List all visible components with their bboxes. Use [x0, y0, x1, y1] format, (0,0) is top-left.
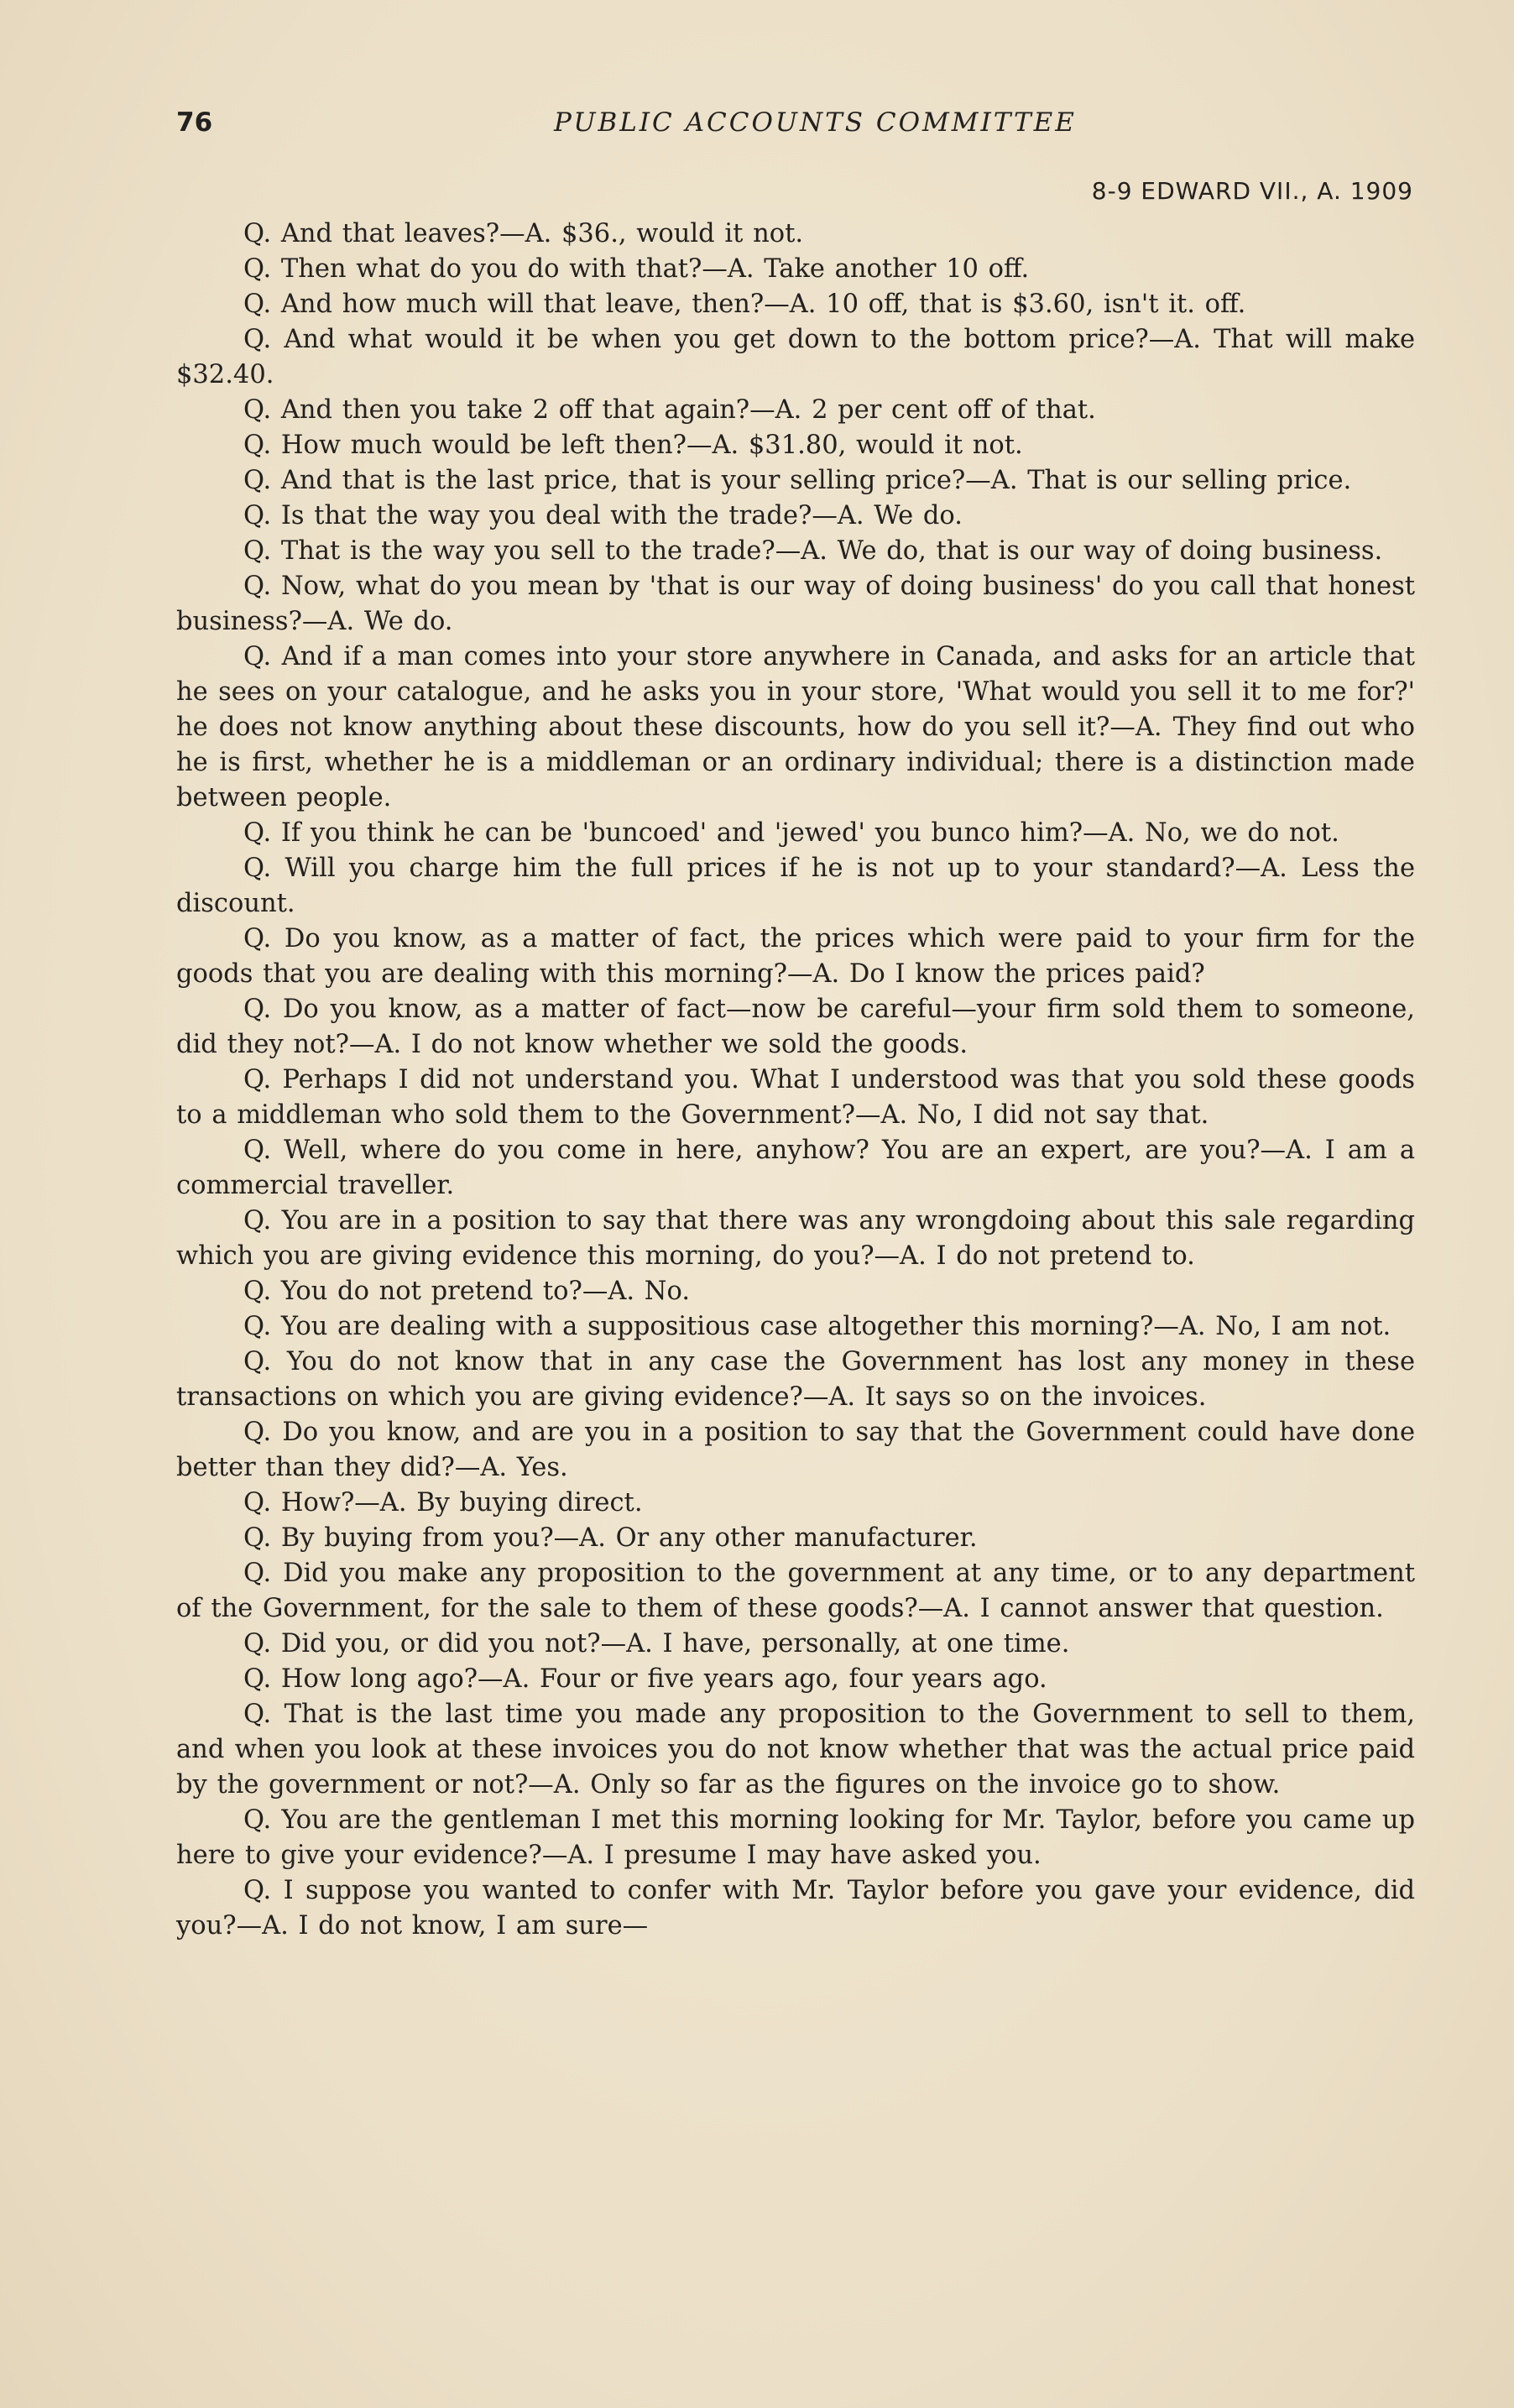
qa-paragraph: Q. That is the way you sell to the trade?—A. We do, that is our way of doing business. — [243, 536, 1383, 566]
qa-paragraph: Q. And that leaves?—A. $36., would it not. — [243, 219, 804, 248]
qa-paragraph: Q. Do you know, as a matter of fact, the prices which were paid to your firm for the goods that you are dealing with this morning?—A. Do I know the prices paid? — [176, 924, 1415, 989]
qa-paragraph: Q. And if a man comes into your store anywhere in Canada, and asks for an article that he sees on your catalogue, and he asks you in your store, 'What would you sell it to me for?' he does not know anything about these discounts, how do you sell it?—A. They find out who he is first, whether he is a middleman or an ordinary individual; there is a distinction made between people. — [176, 642, 1415, 812]
qa-paragraph: Q. You do not know that in any case the Government has lost any money in these transactions on which you are giving evidence?—A. It says so on the invoices. — [176, 1347, 1415, 1412]
qa-paragraph: Q. Then what do you do with that?—A. Take another 10 off. — [243, 254, 1030, 284]
qa-paragraph: Q. Did you make any proposition to the government at any time, or to any department of the Government, for the sale to them of these goods?—A. I cannot answer that question. — [176, 1559, 1415, 1623]
qa-paragraph: Q. And then you take 2 off that again?—A. 2 per cent off of that. — [243, 395, 1096, 425]
qa-paragraph: Q. I suppose you wanted to confer with Mr. Taylor before you gave your evidence, did you?—A. I do not know, I am sure— — [176, 1876, 1415, 1941]
session-reference: 8-9 EDWARD VII., A. 1909 — [1091, 177, 1413, 205]
qa-paragraph: Q. You are the gentleman I met this morning looking for Mr. Taylor, before you came up here to give your evidence?—A. I presume I may have asked you. — [176, 1805, 1415, 1870]
qa-paragraph: Q. How long ago?—A. Four or five years ago, four years ago. — [243, 1664, 1047, 1694]
qa-paragraph: Q. And how much will that leave, then?—A. 10 off, that is $3.60, isn't it. off. — [243, 290, 1246, 319]
page-header — [176, 107, 1418, 149]
qa-paragraph: Q. That is the last time you made any proposition to the Government to sell to them, and when you look at these invoices you do not know whether that was the actual price paid by the government or not?—A. Only so far as the figures on the invoice go to show. — [176, 1700, 1415, 1799]
qa-paragraph: Q. Perhaps I did not understand you. What I understood was that you sold these goods to a middleman who sold them to the Government?—A. No, I did not say that. — [176, 1065, 1415, 1130]
qa-paragraph: Q. How?—A. By buying direct. — [243, 1488, 643, 1517]
qa-paragraph: Q. By buying from you?—A. Or any other manufacturer. — [243, 1523, 978, 1553]
qa-paragraph: Q. You are in a position to say that there was any wrongdoing about this sale regarding which you are giving evidence this morning, do you?—A. I do not pretend to. — [176, 1206, 1415, 1271]
qa-paragraph: Q. And that is the last price, that is your selling price?—A. That is our selling price. — [243, 466, 1352, 495]
running-title: PUBLIC ACCOUNTS COMMITTEE — [554, 107, 1077, 138]
testimony-body — [176, 217, 1415, 1944]
qa-paragraph: Q. Will you charge him the full prices if he is not up to your standard?—A. Less the discount. — [176, 854, 1415, 918]
qa-paragraph: Q. Do you know, as a matter of fact—now be careful—your firm sold them to someone, did they not?—A. I do not know whether we sold the goods. — [176, 995, 1415, 1059]
qa-paragraph: Q. Now, what do you mean by 'that is our way of doing business' do you call that honest business?—A. We do. — [176, 572, 1415, 636]
qa-paragraph: Q. Do you know, and are you in a position to say that the Government could have done better than they did?—A. Yes. — [176, 1418, 1415, 1482]
qa-paragraph: Q. If you think he can be 'buncoed' and 'jewed' you bunco him?—A. No, we do not. — [243, 818, 1339, 848]
qa-paragraph: Q. How much would be left then?—A. $31.80, would it not. — [243, 431, 1023, 460]
qa-paragraph: Q. You are dealing with a suppositious case altogether this morning?—A. No, I am not. — [243, 1312, 1391, 1341]
qa-paragraph: Q. Well, where do you come in here, anyhow? You are an expert, are you?—A. I am a commercial traveller. — [176, 1136, 1415, 1200]
page-number: 76 — [176, 107, 213, 138]
qa-paragraph: Q. And what would it be when you get down to the bottom price?—A. That will make $32.40. — [176, 325, 1415, 389]
qa-paragraph: Q. You do not pretend to?—A. No. — [243, 1277, 691, 1306]
qa-paragraph: Q. Is that the way you deal with the trade?—A. We do. — [243, 501, 963, 530]
qa-paragraph: Q. Did you, or did you not?—A. I have, personally, at one time. — [243, 1629, 1070, 1658]
